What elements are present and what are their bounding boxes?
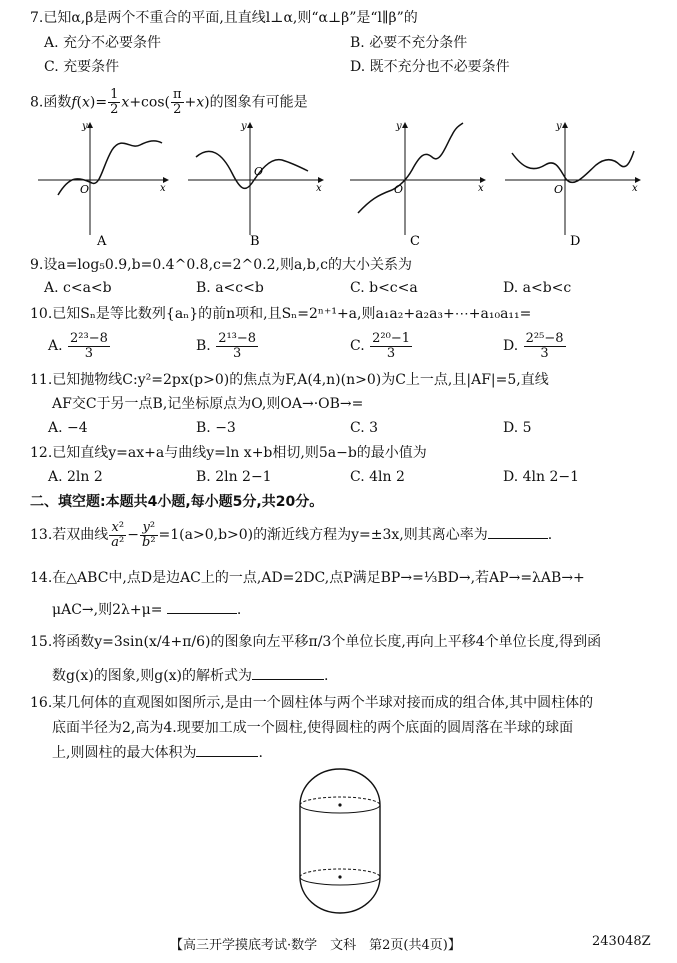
q11-stem-line2: AF交C于另一点B,记坐标原点为O,则OA→·OB→=: [52, 396, 364, 412]
q12-option-d: D. 4ln 2−1: [503, 469, 580, 485]
footer-center: 【高三开学摸底考试·数学 文科 第2页(共4页)】: [170, 938, 461, 953]
q11-stem-line1: 11.已知抛物线C:y²=2px(p>0)的焦点为F,A(4,n)(n>0)为C上一点,且|AF|=5,直线: [30, 372, 549, 388]
q13-y-fraction: $\frac{\text{y²}}{\text{b²}}$: [141, 519, 156, 550]
q13-answer-blank[interactable]: [488, 524, 548, 539]
q10-option-c: C. $\frac{\text{2²⁰−1}}{3}$: [350, 330, 410, 361]
graph-c-x-label: x: [478, 183, 484, 194]
graph-b-origin: O: [254, 165, 264, 178]
q11-option-b: B. −3: [196, 420, 236, 436]
graph-a-x-label: x: [160, 183, 166, 194]
q15-line2: 数g(x)的图象,则g(x)的解析式为 .: [52, 665, 328, 686]
q8-stem: 8.函数f(x)= $\frac{1}{2}$ x+cos( $\frac{\pi}{2}$ +x)的图象有可能是: [30, 87, 308, 117]
q13-stem: 13.若双曲线 $\frac{\text{x²}}{\text{a²}}$ − $\frac{\text{y²}}{\text{b²}}$ =1(a>0,b>0)的渐近线方程为y=±3x,则其离心率为 .: [30, 519, 553, 550]
q10-stem: 10.已知Sₙ是等比数列{aₙ}的前n项和,且Sₙ=2ⁿ⁺¹+a,则a₁a₂+a₂a₃+⋯+a₁₀a₁₁=: [30, 306, 532, 322]
q9-option-a: A. c<a<b: [44, 280, 112, 296]
q16-answer-blank[interactable]: [196, 742, 258, 757]
q13-x-fraction: $\frac{\text{x²}}{\text{a²}}$: [111, 519, 125, 550]
q15-line1: 15.将函数y=3sin(x/4+π/6)的图象向左平移π/3个单位长度,再向上平移4个单位长度,得到函: [30, 634, 602, 650]
q16-solid-figure: [290, 765, 390, 925]
footer-code: 243048Z: [592, 934, 651, 949]
q7-stem: 7.已知α,β是两个不重合的平面,且直线l⊥α,则“α⊥β”是“l∥β”的: [30, 10, 418, 26]
q7-option-c: C. 充要条件: [44, 59, 120, 75]
q11-option-d: D. 5: [503, 420, 532, 436]
graph-a-origin: O: [80, 183, 90, 196]
q8-stem-suffix: 的图象有可能是: [209, 94, 308, 111]
q10-option-d: D. $\frac{\text{2²⁵−8}}{3}$: [503, 330, 564, 361]
q12-option-a: A. 2ln 2: [48, 469, 103, 485]
graph-a: [38, 121, 168, 249]
q7-option-a: A. 充分不必要条件: [44, 35, 162, 51]
graph-d-x-label: x: [632, 183, 638, 194]
graph-d-origin: O: [554, 183, 564, 196]
q16-line2: 底面半径为2,高为4.现要加工成一个圆柱,使得圆柱的两个底面的圆周落在半球的球面: [52, 720, 574, 736]
graph-a-y-label: y: [82, 121, 88, 132]
q7-option-d: D. 既不充分也不必要条件: [350, 59, 510, 75]
q16-line1: 16.某几何体的直观图如图所示,是由一个圆柱体与两个半球对接而成的组合体,其中圆柱体的: [30, 695, 594, 711]
q9-option-c: C. b<c<a: [350, 280, 418, 296]
graph-d-y-label: y: [556, 121, 562, 132]
graph-c-label: C: [410, 234, 420, 249]
q14-answer-blank[interactable]: [167, 599, 237, 614]
q10-option-a: A. $\frac{\text{2²³−8}}{3}$: [48, 330, 108, 361]
q14-line2: μAC→,则2λ+μ= .: [52, 599, 241, 620]
q15-answer-blank[interactable]: [252, 665, 324, 680]
graph-b-label: B: [250, 234, 260, 249]
q8-half-fraction: $\frac{1}{2}$: [110, 87, 119, 117]
q8-stem-prefix: 8.函数: [30, 94, 72, 111]
graph-b-y-label: y: [241, 121, 247, 132]
section2-title: 二、填空题:本题共4小题,每小题5分,共20分。: [30, 494, 324, 510]
q12-option-c: C. 4ln 2: [350, 469, 405, 485]
q11-option-a: A. −4: [48, 420, 88, 436]
q7-option-b: B. 必要不充分条件: [350, 35, 468, 51]
graph-b-x-label: x: [316, 183, 322, 194]
q9-option-d: D. a<b<c: [503, 280, 572, 296]
q14-line1: 14.在△ABC中,点D是边AC上的一点,AD=2DC,点P满足BP→=⅓BD→,若AP→=λAB→+: [30, 570, 585, 586]
q12-option-b: B. 2ln 2−1: [196, 469, 272, 485]
q9-option-b: B. a<c<b: [196, 280, 264, 296]
q8-pi-half-fraction: $\frac{\pi}{2}$: [172, 87, 182, 117]
q8-graphs: [0, 115, 677, 255]
q12-stem: 12.已知直线y=ax+a与曲线y=ln x+b相切,则5a−b的最小值为: [30, 445, 427, 461]
q10-option-b: B. $\frac{\text{2¹³−8}}{3}$: [196, 330, 257, 361]
graph-a-label: A: [97, 234, 107, 249]
q16-line3: 上,则圆柱的最大体积为 .: [52, 742, 263, 763]
graph-c-y-label: y: [396, 121, 402, 132]
q11-option-c: C. 3: [350, 420, 379, 436]
graph-c: [350, 121, 485, 249]
graph-d-label: D: [570, 234, 581, 249]
q9-stem: 9.设a=log₅0.9,b=0.4^0.8,c=2^0.2,则a,b,c的大小关系为: [30, 257, 413, 273]
graph-d: [505, 121, 640, 249]
graph-b: [188, 121, 323, 249]
graph-c-origin: O: [394, 183, 404, 196]
